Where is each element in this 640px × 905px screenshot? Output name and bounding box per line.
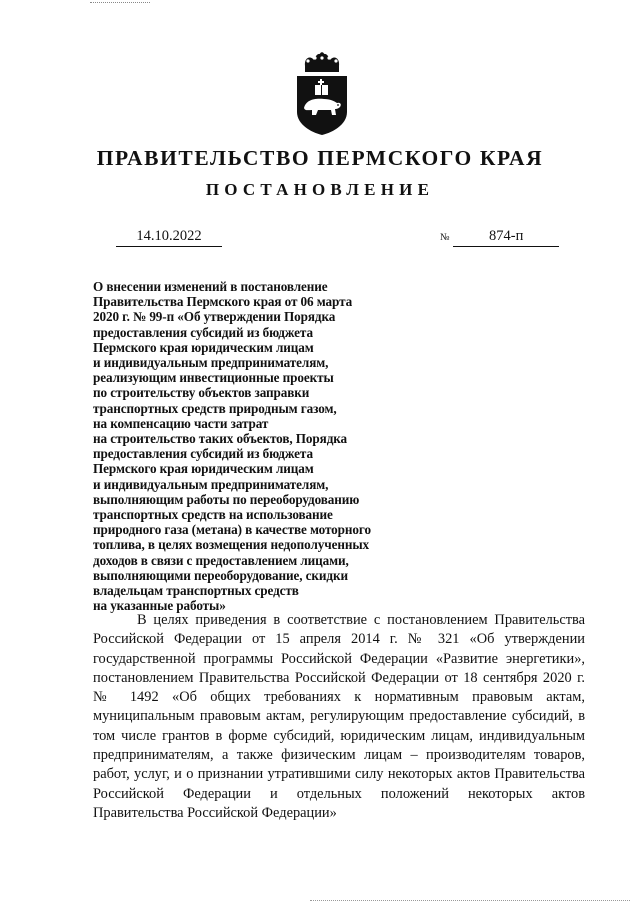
subject-line: на указанные работы»	[93, 598, 226, 614]
subject-line: по строительству объектов заправки	[93, 385, 310, 401]
subject-line: доходов в связи с предоставлением лицами,	[93, 552, 349, 568]
subject-line: Пермского края юридическим лицам	[93, 339, 314, 355]
document-number: 874-п	[453, 228, 559, 247]
scan-edge-mark	[90, 2, 150, 3]
organization-name: ПРАВИТЕЛЬСТВО ПЕРМСКОГО КРАЯ	[96, 146, 544, 170]
subject-line: 2020 г. № 99-п «Об утверждении Порядка	[93, 309, 336, 325]
subject-line: природного газа (метана) в качестве моторного	[93, 522, 371, 538]
subject-line: Пермского края юридическим лицам	[93, 461, 314, 477]
subject-line: и индивидуальным предпринимателям,	[93, 476, 329, 492]
document-number-block	[440, 228, 559, 247]
subject-line: предоставления субсидий из бюджета	[93, 324, 313, 340]
subject-line: владельцам транспортных средств	[93, 583, 299, 599]
subject-line: транспортных средств на использование	[93, 507, 333, 523]
subject-line: О внесении изменений в постановление	[93, 279, 328, 294]
subject-line: и индивидуальным предпринимателям,	[93, 355, 329, 371]
scan-edge-mark	[310, 900, 630, 901]
number-label: №	[440, 232, 450, 243]
document-type: ПОСТАНОВЛЕНИЕ	[205, 180, 435, 199]
preamble-paragraph: В целях приведения в соответствие с постановлением Правительства Российской Федерации от 15 апреля 2014 г. № 321 «Об утверждении государственной программы Российской Федерации «Развитие энергетики», постановлением Правительства Российской Федерации от 18 сентября 2020 г. № 1492 «Об общих требованиях к нормативным правовым актам, муниципальным правовым актам, регулирующим предоставление субсидий, в том числе грантов в форме субсидий, юридическим лицам, индивидуальным предпринимателям, а также физическим лицам – производителям товаров, работ, услуг, и о признании утратившими силу некоторых актов Правительства Российской Федерации и отдельных положений некоторых актов Правительства Российской Федерации»	[93, 612, 585, 821]
coat-of-arms-icon	[294, 52, 350, 136]
subject-line: выполняющим работы по переоборудованию	[93, 491, 360, 507]
subject-line: предоставления субсидий из бюджета	[93, 446, 313, 462]
document-date: 14.10.2022	[116, 228, 222, 247]
subject-line: на компенсацию части затрат	[93, 415, 269, 431]
subject-line: выполняющими переоборудование, скидки	[93, 567, 348, 583]
document-subject	[93, 279, 433, 613]
subject-line: транспортных средств природным газом,	[93, 400, 337, 416]
subject-line: на строительство таких объектов, Порядка	[93, 431, 348, 447]
subject-line: топлива, в целях возмещения недополученных	[93, 537, 370, 553]
subject-line: Правительства Пермского края от 06 марта	[93, 294, 353, 310]
subject-line: реализующим инвестиционные проекты	[93, 370, 334, 386]
